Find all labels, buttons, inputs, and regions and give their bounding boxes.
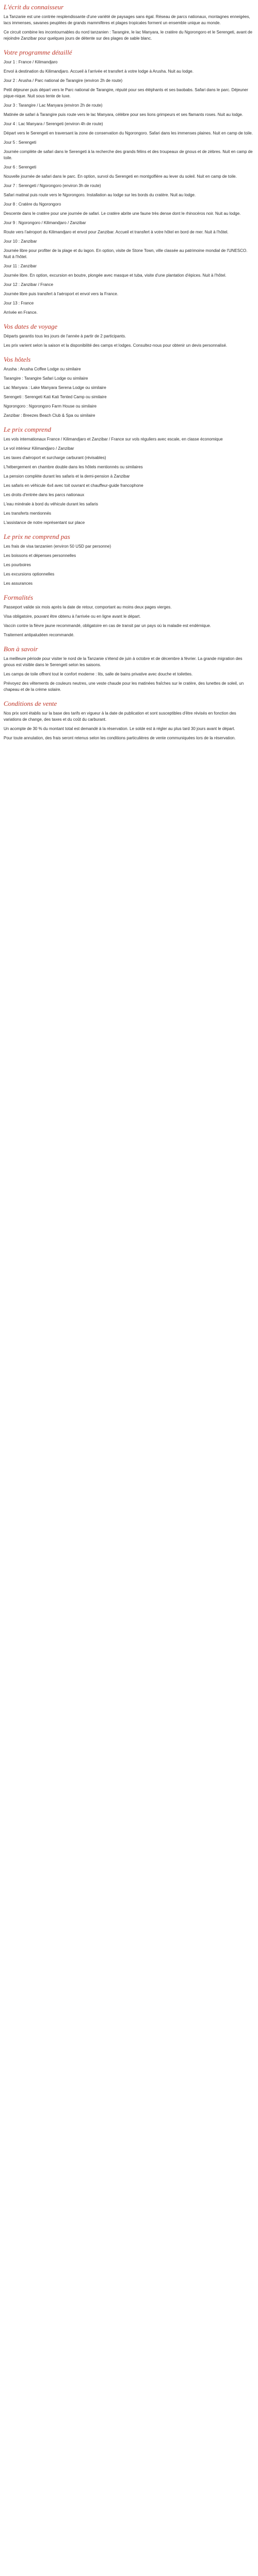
section-paragraph: Jour 2 : Arusha / Parc national de Tarangire (environ 2h de route) [4,78,123,83]
section [4,426,254,526]
section-paragraph: Visa obligatoire, pouvant être obtenu à l'arrivée ou en ligne avant le départ. [4,614,141,619]
section-paragraph: Jour 12 : Zanzibar / France [4,282,54,287]
section-paragraph: Matinée de safari à Tarangire puis route vers le lac Manyara, célèbre pour ses lions grimpeurs et ses flamants roses. Nuit au lodge. [4,112,244,117]
page [0,0,258,741]
section-paragraph: Route vers l'aéroport du Kilimandjaro et envol pour Zanzibar. Accueil et transfert à votre hôtel en bord de mer. Nuit à l'hôtel. [4,230,229,234]
section-paragraph: L'eau minérale à bord du véhicule durant les safaris [4,502,98,506]
section-paragraph: La pension complète durant les safaris et la demi-pension à Zanzibar [4,474,130,479]
section [4,3,254,42]
section-title: Conditions de vente [4,700,57,707]
section-paragraph: Passeport valide six mois après la date de retour, comportant au moins deux pages vierges. [4,605,172,609]
section-paragraph: Nos prix sont établis sur la base des tarifs en vigueur à la date de publication et sont susceptibles d'être révisés en fonction des variations de change, des taxes et du coût du carburant. [4,711,236,722]
section-paragraph: Tarangire : Tarangire Safari Lodge ou similaire [4,376,88,381]
section-paragraph: La Tanzanie est une contrée resplendissante d'une variété de paysages sans égal. Réseau de parcs nationaux, montagnes enneigées, lacs immenses, savanes peuplées de grands mammifères et plages tropicales forment un ensemble unique au monde. [4,14,250,25]
section-title: Vos dates de voyage [4,323,58,330]
section-paragraph: Les safaris en véhicule 4x4 avec toit ouvrant et chauffeur-guide francophone [4,483,143,488]
section-title: Le prix ne comprend pas [4,533,70,540]
section-title: Le prix comprend [4,426,51,433]
section-paragraph: Départs garantis tous les jours de l'année à partir de 2 participants. [4,334,126,338]
section-title: Vos hôtels [4,355,31,363]
section-title: L'écrit du connaisseur [4,3,64,11]
section-title: Formalités [4,594,34,601]
section [4,323,254,349]
section-paragraph: Ce circuit combine les incontournables du nord tanzanien : Tarangire, le lac Manyara, le cratère du Ngorongoro et le Serengeti, avant de rejoindre Zanzibar pour quelques jours de détente sur des plages de sable blanc. [4,30,252,41]
section-paragraph: Les frais de visa tanzanien (environ 50 USD par personne) [4,544,111,549]
section-paragraph: Jour 1 : France / Kilimandjaro [4,60,58,64]
section-paragraph: Lac Manyara : Lake Manyara Serena Lodge ou similaire [4,385,106,390]
section-paragraph: Jour 7 : Serengeti / Ngorongoro (environ 3h de route) [4,183,101,188]
section-paragraph: Zanzibar : Breezes Beach Club & Spa ou similaire [4,413,95,418]
section-paragraph: Jour 3 : Tarangire / Lac Manyara (environ 2h de route) [4,103,103,108]
section-paragraph: Les droits d'entrée dans les parcs nationaux [4,493,85,497]
section-paragraph: Les taxes d'aéroport et surcharge carburant (révisables) [4,455,106,460]
section-paragraph: Les pourboires [4,563,31,567]
section-paragraph: Arusha : Arusha Coffee Lodge ou similaire [4,367,81,371]
section-paragraph: Vaccin contre la fièvre jaune recommandé, obligatoire en cas de transit par un pays où la maladie est endémique. [4,623,211,628]
section-paragraph: Prévoyez des vêtements de couleurs neutres, une veste chaude pour les matinées fraîches sur le cratère, des lunettes de soleil, un chapeau et de la crème solaire. [4,681,244,692]
section-paragraph: Envol à destination du Kilimandjaro. Accueil à l'arrivée et transfert à votre lodge à Arusha. Nuit au lodge. [4,69,194,74]
section-paragraph: Arrivée en France. [4,310,38,315]
section-paragraph: L'hébergement en chambre double dans les hôtels mentionnés ou similaires [4,465,143,469]
section-paragraph: Un acompte de 30 % du montant total est demandé à la réservation. Le solde est à régler au plus tard 30 jours avant le départ. [4,726,235,731]
section-paragraph: Jour 5 : Serengeti [4,140,37,145]
section-paragraph: Serengeti : Serengeti Kati Kati Tented Camp ou similaire [4,395,107,399]
section-paragraph: Les vols internationaux France / Kilimandjaro et Zanzibar / France sur vols réguliers avec escale, en classe économique [4,437,223,442]
section [4,594,254,638]
section-paragraph: Les transferts mentionnés [4,511,52,516]
section [4,48,254,316]
section-paragraph: Jour 13 : France [4,301,34,306]
section-paragraph: Les camps de toile offrent tout le confort moderne : lits, salle de bains privative avec douche et toilettes. [4,672,193,676]
section-paragraph: Jour 9 : Ngorongoro / Kilimandjaro / Zanzibar [4,221,86,225]
section [4,645,254,693]
section-paragraph: Journée complète de safari dans le Serengeti à la recherche des grands félins et des troupeaux de gnous et de zèbres. Nuit en camp de toile. [4,149,253,160]
section [4,355,254,419]
section-title: Bon à savoir [4,645,38,653]
section [4,533,254,587]
section-paragraph: Nouvelle journée de safari dans le parc. En option, survol du Serengeti en montgolfière au lever du soleil. Nuit en camp de toile. [4,174,237,179]
section-paragraph: Jour 4 : Lac Manyara / Serengeti (environ 4h de route) [4,122,103,126]
section-paragraph: Les assurances [4,581,33,586]
section-paragraph: Pour toute annulation, des frais seront retenus selon les conditions particulières de vente communiquées lors de la réservation. [4,736,236,740]
section-paragraph: La meilleure période pour visiter le nord de la Tanzanie s'étend de juin à octobre et de décembre à février. La grande migration des gnous est visible dans le Serengeti selon les saisons. [4,656,243,667]
section-paragraph: Ngorongoro : Ngorongoro Farm House ou similaire [4,404,97,409]
section-title: Votre programme détaillé [4,48,72,56]
section-paragraph: Journée libre pour profiter de la plage et du lagon. En option, visite de Stone Town, ville classée au patrimoine mondial de l'UNESCO. Nuit à l'hôtel. [4,248,248,259]
section-paragraph: Jour 10 : Zanzibar [4,239,37,244]
section-paragraph: Traitement antipaludéen recommandé. [4,633,75,637]
section-paragraph: Les excursions optionnelles [4,572,55,577]
section-paragraph: Journée libre. En option, excursion en boutre, plongée avec masque et tuba, visite d'une plantation d'épices. Nuit à l'hôtel. [4,273,227,278]
section-paragraph: Journée libre puis transfert à l'aéroport et envol vers la France. [4,292,119,296]
section-paragraph: Jour 11 : Zanzibar [4,264,37,268]
section-paragraph: Les boissons et dépenses personnelles [4,553,76,558]
section-paragraph: Jour 6 : Serengeti [4,165,37,170]
section-paragraph: Safari matinal puis route vers le Ngorongoro. Installation au lodge sur les bords du cratère. Nuit au lodge. [4,193,196,197]
section-paragraph: Jour 8 : Cratère du Ngorongoro [4,202,61,207]
section-paragraph: Le vol intérieur Kilimandjaro / Zanzibar [4,446,74,451]
section-paragraph: Les prix varient selon la saison et la disponibilité des camps et lodges. Consultez-nous pour obtenir un devis personnalisé. [4,343,228,348]
section-paragraph: L'assistance de notre représentant sur place [4,520,85,525]
section [4,700,254,741]
section-paragraph: Petit déjeuner puis départ vers le Parc national de Tarangire, réputé pour ses éléphants et ses baobabs. Safari dans le parc. Déjeuner pique-nique. Nuit sous tente de luxe. [4,88,248,98]
section-paragraph: Descente dans le cratère pour une journée de safari. Le cratère abrite une faune très dense dont le rhinocéros noir. Nuit au lodge. [4,211,241,216]
section-paragraph: Départ vers le Serengeti en traversant la zone de conservation du Ngorongoro. Safari dans les immenses plaines. Nuit en camp de toile. [4,131,253,135]
